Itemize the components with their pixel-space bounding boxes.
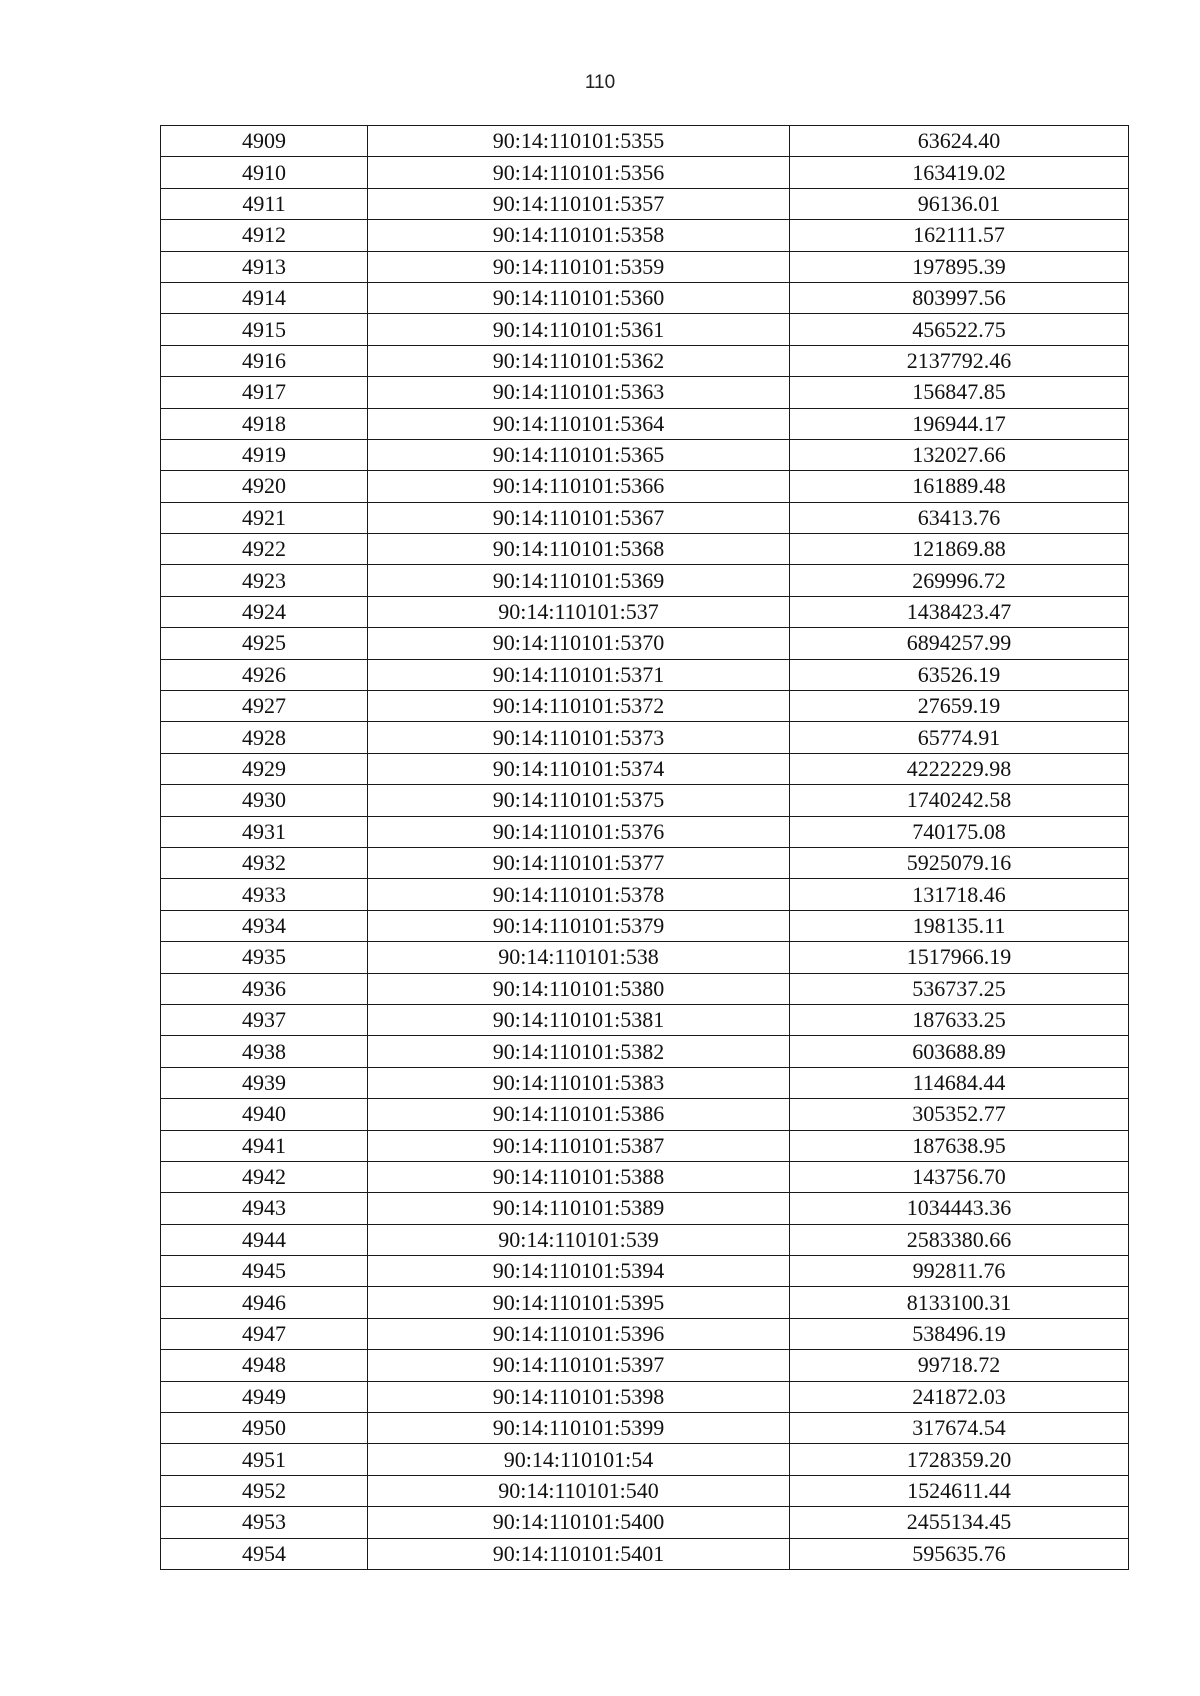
value-cell: 63413.76 <box>790 502 1129 533</box>
row-number-cell: 4913 <box>161 251 368 282</box>
page-number: 110 <box>584 72 616 93</box>
value-cell: 63526.19 <box>790 659 1129 690</box>
cadastral-number-cell: 90:14:110101:5368 <box>368 534 790 565</box>
value-cell: 269996.72 <box>790 565 1129 596</box>
table-row <box>161 1256 1129 1287</box>
cadastral-number-cell: 90:14:110101:5365 <box>368 439 790 470</box>
table-row <box>161 1318 1129 1349</box>
table-row <box>161 565 1129 596</box>
value-cell: 63624.40 <box>790 126 1129 157</box>
table-row <box>161 251 1129 282</box>
value-cell: 187633.25 <box>790 1004 1129 1035</box>
row-number-cell: 4911 <box>161 188 368 219</box>
value-cell: 803997.56 <box>790 282 1129 313</box>
value-cell: 305352.77 <box>790 1099 1129 1130</box>
table-row <box>161 1287 1129 1318</box>
cadastral-number-cell: 90:14:110101:5389 <box>368 1193 790 1224</box>
cadastral-number-cell: 90:14:110101:5359 <box>368 251 790 282</box>
cadastral-number-cell: 90:14:110101:5363 <box>368 377 790 408</box>
cadastral-number-cell: 90:14:110101:5380 <box>368 973 790 1004</box>
table-row <box>161 345 1129 376</box>
value-cell: 1740242.58 <box>790 785 1129 816</box>
table-row <box>161 691 1129 722</box>
table-row <box>161 596 1129 627</box>
row-number-cell: 4947 <box>161 1318 368 1349</box>
value-cell: 740175.08 <box>790 816 1129 847</box>
table-row <box>161 502 1129 533</box>
row-number-cell: 4949 <box>161 1381 368 1412</box>
table-row <box>161 188 1129 219</box>
table-body <box>161 126 1129 1570</box>
value-cell: 114684.44 <box>790 1067 1129 1098</box>
cadastral-number-cell: 90:14:110101:5394 <box>368 1256 790 1287</box>
cadastral-number-cell: 90:14:110101:5362 <box>368 345 790 376</box>
table-row <box>161 1538 1129 1569</box>
row-number-cell: 4912 <box>161 220 368 251</box>
cadastral-number-cell: 90:14:110101:5361 <box>368 314 790 345</box>
value-cell: 595635.76 <box>790 1538 1129 1569</box>
value-cell: 196944.17 <box>790 408 1129 439</box>
table-row <box>161 910 1129 941</box>
table-row <box>161 1130 1129 1161</box>
table-row <box>161 1004 1129 1035</box>
cadastral-number-cell: 90:14:110101:539 <box>368 1224 790 1255</box>
cadastral-number-cell: 90:14:110101:5395 <box>368 1287 790 1318</box>
cadastral-number-cell: 90:14:110101:5379 <box>368 910 790 941</box>
row-number-cell: 4932 <box>161 847 368 878</box>
row-number-cell: 4909 <box>161 126 368 157</box>
table-row <box>161 1067 1129 1098</box>
value-cell: 2583380.66 <box>790 1224 1129 1255</box>
cadastral-number-cell: 90:14:110101:5367 <box>368 502 790 533</box>
value-cell: 4222229.98 <box>790 753 1129 784</box>
table-row <box>161 1161 1129 1192</box>
table-row <box>161 1099 1129 1130</box>
value-cell: 2455134.45 <box>790 1507 1129 1538</box>
cadastral-number-cell: 90:14:110101:5372 <box>368 691 790 722</box>
cadastral-number-cell: 90:14:110101:5401 <box>368 1538 790 1569</box>
row-number-cell: 4952 <box>161 1475 368 1506</box>
table-row <box>161 157 1129 188</box>
cadastral-number-cell: 90:14:110101:5357 <box>368 188 790 219</box>
table-row <box>161 1224 1129 1255</box>
cadastral-number-cell: 90:14:110101:5370 <box>368 628 790 659</box>
table-row <box>161 1193 1129 1224</box>
cadastral-number-cell: 90:14:110101:538 <box>368 942 790 973</box>
row-number-cell: 4939 <box>161 1067 368 1098</box>
table-row <box>161 785 1129 816</box>
table-row <box>161 282 1129 313</box>
value-cell: 538496.19 <box>790 1318 1129 1349</box>
table-row <box>161 1413 1129 1444</box>
row-number-cell: 4948 <box>161 1350 368 1381</box>
table-row <box>161 534 1129 565</box>
row-number-cell: 4930 <box>161 785 368 816</box>
row-number-cell: 4944 <box>161 1224 368 1255</box>
cadastral-number-cell: 90:14:110101:5377 <box>368 847 790 878</box>
cadastral-number-cell: 90:14:110101:5400 <box>368 1507 790 1538</box>
value-cell: 131718.46 <box>790 879 1129 910</box>
table-row <box>161 659 1129 690</box>
table-row <box>161 439 1129 470</box>
value-cell: 27659.19 <box>790 691 1129 722</box>
row-number-cell: 4943 <box>161 1193 368 1224</box>
row-number-cell: 4927 <box>161 691 368 722</box>
table-row <box>161 628 1129 659</box>
table-row <box>161 314 1129 345</box>
cadastral-number-cell: 90:14:110101:5364 <box>368 408 790 439</box>
value-cell: 187638.95 <box>790 1130 1129 1161</box>
cadastral-number-cell: 90:14:110101:537 <box>368 596 790 627</box>
table-row <box>161 126 1129 157</box>
cadastral-number-cell: 90:14:110101:5358 <box>368 220 790 251</box>
row-number-cell: 4910 <box>161 157 368 188</box>
value-cell: 132027.66 <box>790 439 1129 470</box>
cadastral-number-cell: 90:14:110101:5371 <box>368 659 790 690</box>
table-row <box>161 753 1129 784</box>
row-number-cell: 4914 <box>161 282 368 313</box>
value-cell: 1524611.44 <box>790 1475 1129 1506</box>
cadastral-number-cell: 90:14:110101:54 <box>368 1444 790 1475</box>
value-cell: 162111.57 <box>790 220 1129 251</box>
row-number-cell: 4926 <box>161 659 368 690</box>
row-number-cell: 4942 <box>161 1161 368 1192</box>
row-number-cell: 4923 <box>161 565 368 596</box>
row-number-cell: 4925 <box>161 628 368 659</box>
row-number-cell: 4934 <box>161 910 368 941</box>
row-number-cell: 4954 <box>161 1538 368 1569</box>
value-cell: 456522.75 <box>790 314 1129 345</box>
value-cell: 198135.11 <box>790 910 1129 941</box>
table-row <box>161 847 1129 878</box>
value-cell: 603688.89 <box>790 1036 1129 1067</box>
cadastral-number-cell: 90:14:110101:5375 <box>368 785 790 816</box>
row-number-cell: 4918 <box>161 408 368 439</box>
value-cell: 1728359.20 <box>790 1444 1129 1475</box>
cadastral-number-cell: 90:14:110101:5374 <box>368 753 790 784</box>
row-number-cell: 4935 <box>161 942 368 973</box>
value-cell: 143756.70 <box>790 1161 1129 1192</box>
cadastral-number-cell: 90:14:110101:5360 <box>368 282 790 313</box>
cadastral-number-cell: 90:14:110101:5397 <box>368 1350 790 1381</box>
cadastral-number-cell: 90:14:110101:5399 <box>368 1413 790 1444</box>
cadastral-number-cell: 90:14:110101:5383 <box>368 1067 790 1098</box>
row-number-cell: 4916 <box>161 345 368 376</box>
table-row <box>161 942 1129 973</box>
cadastral-number-cell: 90:14:110101:5369 <box>368 565 790 596</box>
row-number-cell: 4936 <box>161 973 368 1004</box>
table-row <box>161 973 1129 1004</box>
row-number-cell: 4921 <box>161 502 368 533</box>
cadastral-number-cell: 90:14:110101:540 <box>368 1475 790 1506</box>
row-number-cell: 4951 <box>161 1444 368 1475</box>
row-number-cell: 4915 <box>161 314 368 345</box>
table-row <box>161 377 1129 408</box>
row-number-cell: 4933 <box>161 879 368 910</box>
value-cell: 65774.91 <box>790 722 1129 753</box>
row-number-cell: 4940 <box>161 1099 368 1130</box>
table-row <box>161 1444 1129 1475</box>
row-number-cell: 4938 <box>161 1036 368 1067</box>
row-number-cell: 4920 <box>161 471 368 502</box>
value-cell: 1034443.36 <box>790 1193 1129 1224</box>
cadastral-number-cell: 90:14:110101:5378 <box>368 879 790 910</box>
value-cell: 6894257.99 <box>790 628 1129 659</box>
value-cell: 121869.88 <box>790 534 1129 565</box>
table-row <box>161 408 1129 439</box>
value-cell: 96136.01 <box>790 188 1129 219</box>
table-row <box>161 879 1129 910</box>
cadastral-number-cell: 90:14:110101:5382 <box>368 1036 790 1067</box>
row-number-cell: 4919 <box>161 439 368 470</box>
table-row <box>161 220 1129 251</box>
cadastral-number-cell: 90:14:110101:5373 <box>368 722 790 753</box>
table-row <box>161 1475 1129 1506</box>
table-row <box>161 1381 1129 1412</box>
cadastral-number-cell: 90:14:110101:5396 <box>368 1318 790 1349</box>
cadastral-number-cell: 90:14:110101:5388 <box>368 1161 790 1192</box>
row-number-cell: 4941 <box>161 1130 368 1161</box>
value-cell: 992811.76 <box>790 1256 1129 1287</box>
value-cell: 161889.48 <box>790 471 1129 502</box>
table-row <box>161 1036 1129 1067</box>
cadastral-value-table <box>160 125 1129 1570</box>
row-number-cell: 4924 <box>161 596 368 627</box>
cadastral-number-cell: 90:14:110101:5355 <box>368 126 790 157</box>
value-cell: 156847.85 <box>790 377 1129 408</box>
value-cell: 197895.39 <box>790 251 1129 282</box>
table-row <box>161 816 1129 847</box>
value-cell: 536737.25 <box>790 973 1129 1004</box>
row-number-cell: 4928 <box>161 722 368 753</box>
table-row <box>161 471 1129 502</box>
table-row <box>161 722 1129 753</box>
cadastral-number-cell: 90:14:110101:5366 <box>368 471 790 502</box>
value-cell: 241872.03 <box>790 1381 1129 1412</box>
table-row <box>161 1350 1129 1381</box>
row-number-cell: 4946 <box>161 1287 368 1318</box>
cadastral-number-cell: 90:14:110101:5376 <box>368 816 790 847</box>
row-number-cell: 4945 <box>161 1256 368 1287</box>
row-number-cell: 4929 <box>161 753 368 784</box>
value-cell: 99718.72 <box>790 1350 1129 1381</box>
row-number-cell: 4931 <box>161 816 368 847</box>
value-cell: 1517966.19 <box>790 942 1129 973</box>
value-cell: 1438423.47 <box>790 596 1129 627</box>
cadastral-number-cell: 90:14:110101:5381 <box>368 1004 790 1035</box>
row-number-cell: 4950 <box>161 1413 368 1444</box>
value-cell: 317674.54 <box>790 1413 1129 1444</box>
row-number-cell: 4917 <box>161 377 368 408</box>
cadastral-number-cell: 90:14:110101:5398 <box>368 1381 790 1412</box>
row-number-cell: 4922 <box>161 534 368 565</box>
table-row <box>161 1507 1129 1538</box>
cadastral-number-cell: 90:14:110101:5356 <box>368 157 790 188</box>
value-cell: 8133100.31 <box>790 1287 1129 1318</box>
cadastral-number-cell: 90:14:110101:5387 <box>368 1130 790 1161</box>
cadastral-number-cell: 90:14:110101:5386 <box>368 1099 790 1130</box>
value-cell: 2137792.46 <box>790 345 1129 376</box>
row-number-cell: 4953 <box>161 1507 368 1538</box>
value-cell: 163419.02 <box>790 157 1129 188</box>
value-cell: 5925079.16 <box>790 847 1129 878</box>
row-number-cell: 4937 <box>161 1004 368 1035</box>
